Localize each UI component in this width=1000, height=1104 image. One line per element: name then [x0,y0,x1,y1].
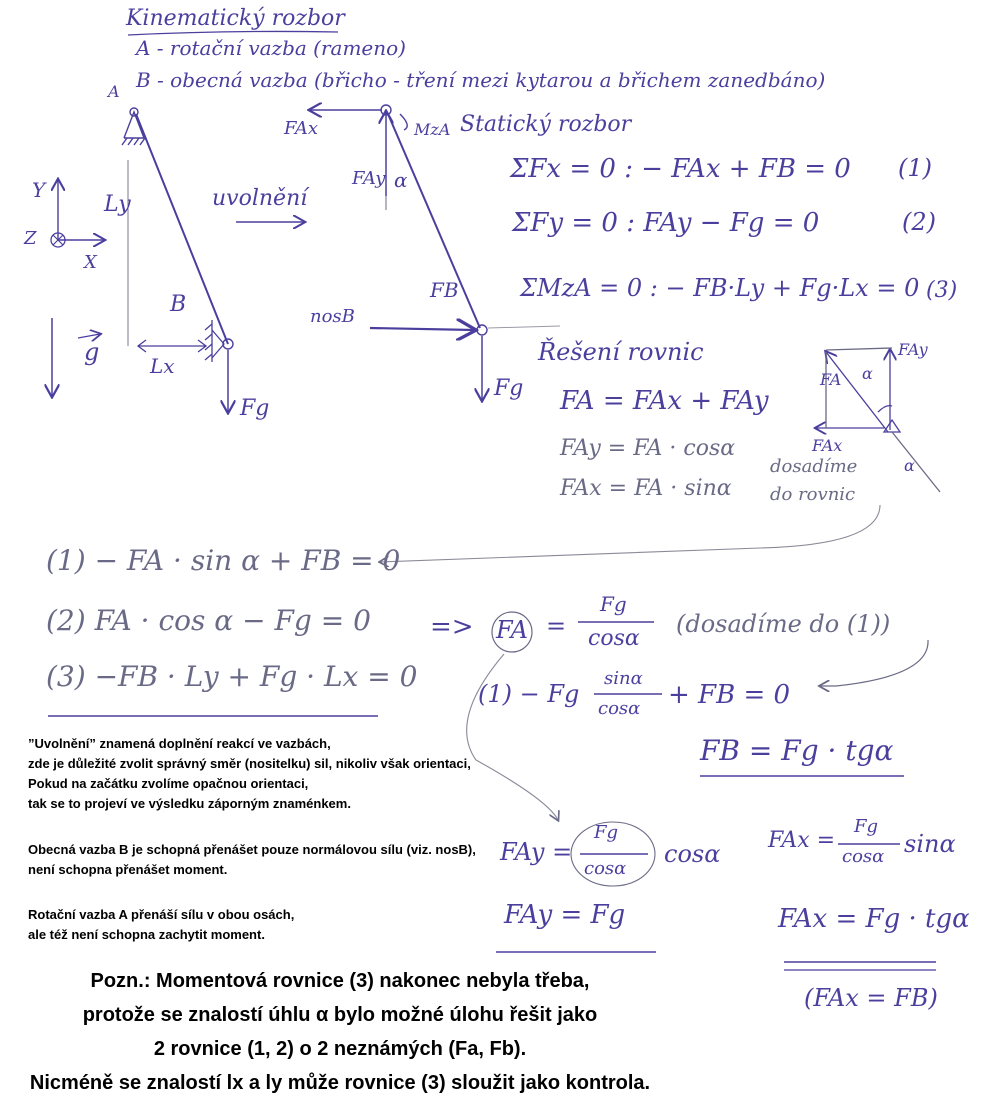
label-fg-left: Fg [240,396,270,421]
header-line-b: B - obecná vazba (břicho - tření mezi kytarou a břichem zanedbáno) [136,68,826,92]
note-line-2: zde je důležité zvolit správný směr (nositelku) sil, nikoliv však orientaci, [28,756,471,771]
fax-den: cosα [842,846,885,867]
nosb-line [370,328,474,330]
tri-fay: FAy [898,340,928,359]
tri-alpha2: α [904,456,915,475]
axis-y-label: Y [32,178,46,202]
moment-arrow [400,114,407,130]
note-arrow [820,640,928,686]
system-eq2: (2) FA · cos α − Fg = 0 [46,604,371,637]
fax-lhs: FAx = [768,828,836,853]
system-eq-sign: = [546,612,567,640]
axis-x-label: X [84,252,97,273]
footer-line-4: Nicméně se znalostí lx a ly může rovnice (3) sloužit jako kontrola. [29,1072,651,1094]
fb-result: FB = Fg · tgα [700,734,894,767]
fax-num: Fg [854,816,879,837]
fay-den: cosα [584,858,627,879]
label-a: A [108,82,120,101]
label-b: B [170,292,187,317]
release-label: uvolnění [212,186,308,211]
label-g: g [84,338,100,366]
note-line-4: tak se to projeví ve výsledku záporným znaménkem. [28,796,351,811]
fax-result: FAx = Fg · tgα [778,904,970,934]
note-line-6: není schopna přenášet moment. [28,862,228,877]
label-mza: MzA [414,120,451,139]
static-eq3-num: (3) [926,278,958,303]
footer-line-3: 2 rovnice (1, 2) o 2 neznámých (Fa, Fb). [153,1038,527,1060]
footer-line-2: protože se znalostí úhlu α bylo možné úlohu řešit jako [82,1004,598,1026]
note-line-1: ”Uvolnění” znamená doplnění reakcí ve vazbách, [28,736,331,751]
sub-num: sinα [604,668,643,689]
label-fax: FAx [284,118,319,139]
system-implies: => [430,612,474,642]
note-line-8: ale též není schopna zachytit moment. [28,927,265,942]
joint-b-right [477,325,487,335]
system-eq3: (3) −FB · Ly + Fg · Lx = 0 [46,660,418,693]
fay-lhs: FAy = [500,838,573,866]
sub-lhs: (1) − Fg [478,680,580,708]
system-fa-den: cosα [588,626,640,651]
solution-vec-eq: FA = FAx + FAy [560,386,769,416]
fax-equality: (FAx = FB) [804,984,938,1012]
static-title: Statický rozbor [460,112,632,137]
static-eq1-num: (1) [898,154,932,182]
tri-fax: FAx [812,436,843,455]
nosb-pencil [488,326,560,328]
footer-line-1: Pozn.: Momentová rovnice (3) nakonec nebyla třeba, [90,970,590,992]
sub-rhs: + FB = 0 [668,680,791,710]
sub-den: cosα [598,698,641,719]
label-alpha: α [394,168,408,192]
connector-curve [380,505,880,562]
tri-alpha: α [862,364,873,383]
solution-fay: FAy = FA · cosα [560,436,736,461]
system-fa-lhs: FA [496,616,528,644]
label-fg-right: Fg [494,376,524,401]
fay-cos: cosα [664,840,721,868]
label-fay: FAy [352,168,386,189]
solution-title: Řešení rovnic [538,338,704,366]
tri-fa: FA [820,370,842,389]
label-lx: Lx [150,354,175,378]
fay-num: Fg [594,822,619,843]
fay-result: FAy = Fg [504,900,626,930]
axis-z-label: Z [24,228,37,249]
static-eq2-num: (2) [902,208,936,236]
note-line-3: Pokud na začátku zvolíme opačnou orientaci, [28,776,309,791]
static-eq3: ΣMzA = 0 : − FB·Ly + Fg·Lx = 0 [520,274,920,302]
fax-sin: sinα [904,830,956,858]
header-line-a: A - rotační vazba (rameno) [136,36,406,60]
static-eq1: ΣFx = 0 : − FAx + FB = 0 [510,154,851,184]
note-line-7: Rotační vazba A přenáší sílu v obou osách, [28,907,295,922]
label-ly: Ly [104,192,131,217]
static-eq2: ΣFy = 0 : FAy − Fg = 0 [512,208,820,238]
label-nosb: nosB [310,306,355,327]
label-fb: FB [430,278,459,302]
solution-fax: FAx = FA · sinα [560,476,732,501]
note-line-5: Obecná vazba B je schopná přenášet pouze normálovou sílu (viz. nosB), [28,842,476,857]
system-fa-note: (dosadíme do (1)) [676,610,891,638]
fa-down-curve [467,654,558,820]
system-fa-num: Fg [600,592,627,616]
header-title: Kinematický rozbor [126,6,345,31]
solution-note-1: dosadíme [770,456,858,477]
solution-note-2: do rovnic [770,484,856,505]
system-eq1: (1) − FA · sin α + FB = 0 [46,544,401,577]
title-underline [128,31,338,35]
